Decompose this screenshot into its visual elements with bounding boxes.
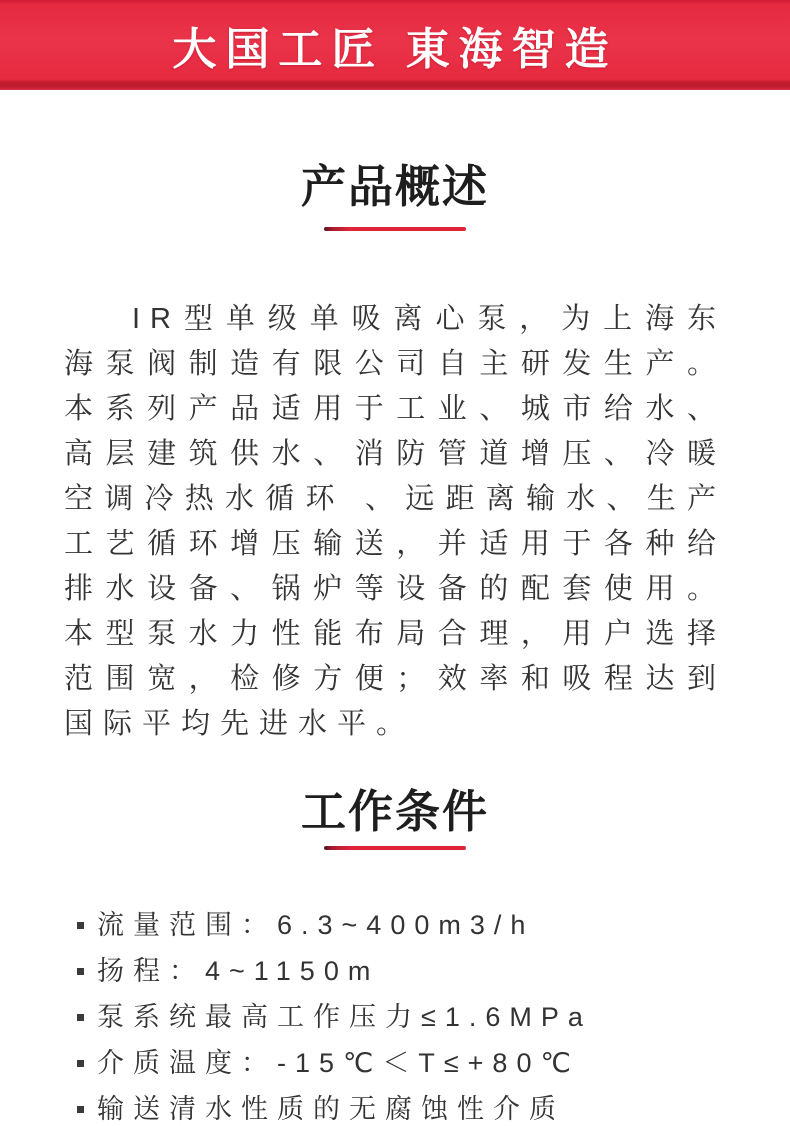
bullet-square-icon [77,1106,84,1113]
list-item [64,902,790,948]
overview-heading-underline [324,227,466,231]
bullet-square-icon [77,922,84,929]
list-item [64,948,790,994]
conditions-list [64,902,790,1126]
brand-banner [0,0,790,90]
banner-title: 大国工匠 東海智造 [172,25,618,74]
conditions-heading: 工作条件 [300,786,489,837]
bullet-square-icon [77,1014,84,1021]
list-item [64,1086,790,1126]
condition-text: 流量范围：6.3~400m3/h [97,910,535,940]
overview-section [0,161,790,747]
list-item [64,994,790,1040]
overview-heading: 产品概述 [300,161,489,212]
condition-text: 泵系统最高工作压力≤1.6MPa [97,1002,592,1032]
condition-text: 介质温度：-15℃＜T≤+80℃ [97,1048,580,1078]
overview-paragraph: IR型单级单吸离心泵，为上海东海泵阀制造有限公司自主研发生产。本系列产品适用于工业、城市给水、高层建筑供水、消防管道增压、冷暖空调冷热水循环 、远距离输水、生产工艺循环增压输送，并适用于各种给排水设备、锅炉等设备的配套使用。本型泵水力性能布局合理，用户选择范围宽，检修方便；效率和吸程达到国际平均先进水平。 [64,303,726,740]
conditions-section [0,786,790,1126]
list-item [64,1040,790,1086]
bullet-square-icon [77,1060,84,1067]
conditions-heading-underline [324,846,466,850]
condition-text: 扬程：4~1150m [97,956,380,986]
bullet-square-icon [77,968,84,975]
condition-text: 输送清水性质的无腐蚀性介质 [97,1094,565,1124]
